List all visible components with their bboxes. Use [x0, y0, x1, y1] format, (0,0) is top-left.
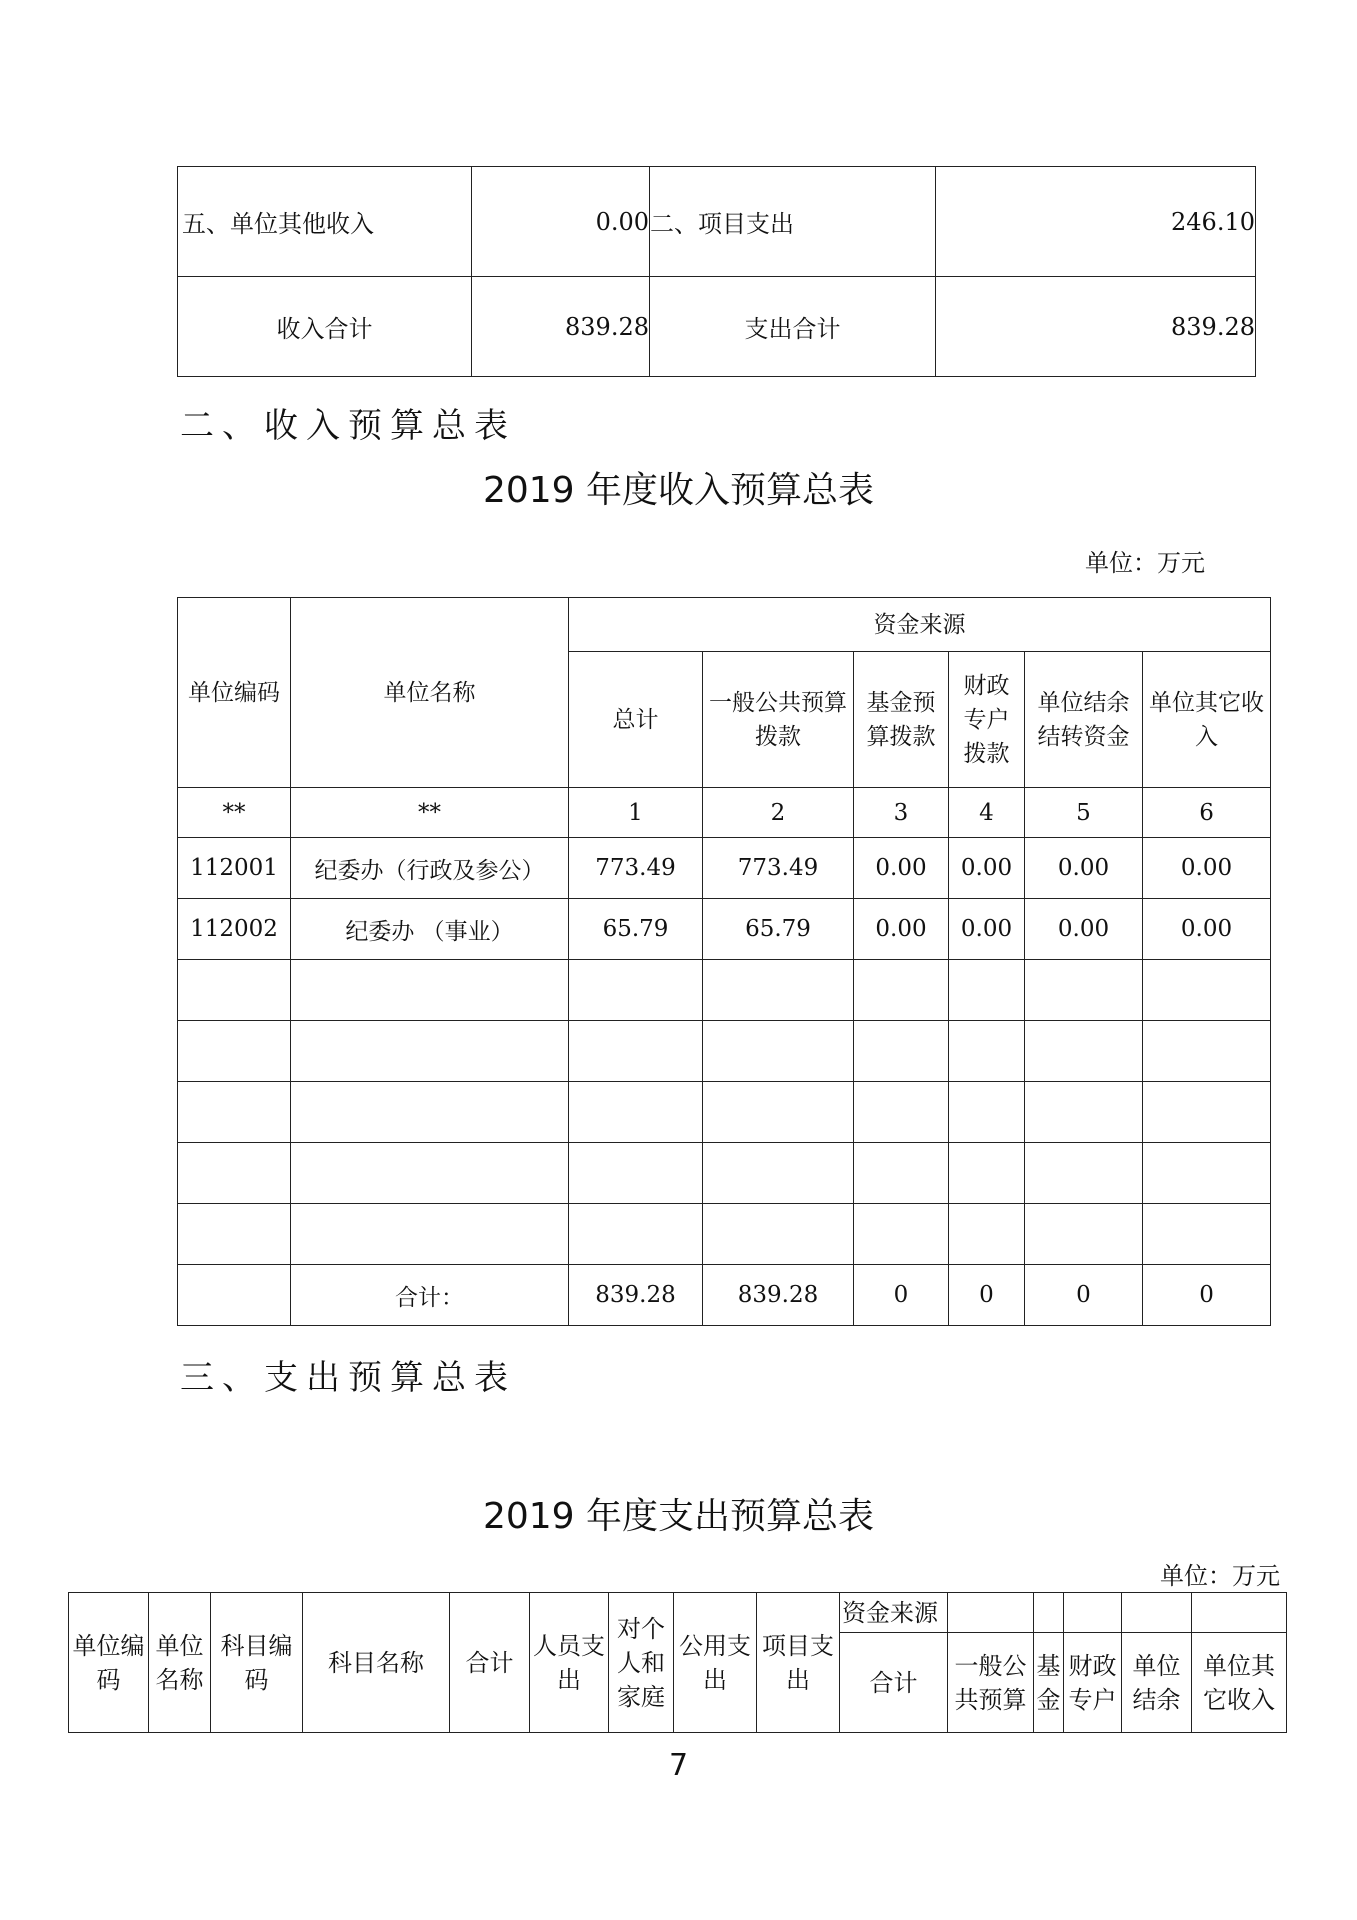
- expense-table-title: 2019 年度支出预算总表: [482, 1496, 875, 1537]
- table-row: [178, 838, 1271, 899]
- cell: 0: [949, 1265, 1025, 1326]
- income-total-label: 收入合计: [178, 277, 472, 377]
- cell-unit-code: 112002: [178, 899, 291, 960]
- table-row: [178, 1021, 1271, 1082]
- header-fund-budget: 基金预算拨款: [854, 652, 949, 788]
- expense-total-value: 839.28: [936, 277, 1256, 377]
- income-unit-label: 单位：万元: [1085, 549, 1205, 577]
- cell: 0.00: [1025, 899, 1143, 960]
- cell: 0.00: [854, 838, 949, 899]
- expense-total-label: 支出合计: [650, 277, 936, 377]
- income-table-title: 2019 年度收入预算总表: [482, 470, 875, 511]
- index-cell: 4: [949, 788, 1025, 838]
- cell-unit-name: 纪委办 （事业）: [291, 899, 569, 960]
- cell: 0.00: [949, 899, 1025, 960]
- header-total: 合计: [450, 1593, 530, 1733]
- header-unit-name: 单位名称: [149, 1593, 211, 1733]
- header-carryover: 单位结余: [1122, 1633, 1192, 1733]
- expense-unit-label: 单位：万元: [1160, 1562, 1280, 1590]
- index-cell: 5: [1025, 788, 1143, 838]
- cell: [178, 1265, 291, 1326]
- cell: 0.00: [949, 838, 1025, 899]
- header-public-use: 公用支出: [674, 1593, 757, 1733]
- header-project: 项目支出: [757, 1593, 840, 1733]
- cell: 0.00: [1143, 838, 1271, 899]
- header-other: 单位其它收入: [1192, 1633, 1287, 1733]
- header-blank: [948, 1593, 1034, 1633]
- expense-budget-table: [68, 1592, 1287, 1733]
- table-row: [178, 1143, 1271, 1204]
- table-row: [178, 960, 1271, 1021]
- header-blank: [1192, 1593, 1287, 1633]
- header-fund-source: 资金来源: [569, 598, 1271, 652]
- header-blank: [1034, 1593, 1064, 1633]
- header-general: 一般公共预算: [948, 1633, 1034, 1733]
- table-row: [178, 899, 1271, 960]
- expense-label: 二、项目支出: [650, 167, 936, 277]
- header-special: 财政专户: [1064, 1633, 1122, 1733]
- table-row: [178, 1082, 1271, 1143]
- table-row: [178, 167, 1256, 277]
- index-cell: **: [291, 788, 569, 838]
- cell: 0: [1143, 1265, 1271, 1326]
- cell: 0.00: [1143, 899, 1271, 960]
- cell: 0.00: [1025, 838, 1143, 899]
- header-other-income: 单位其它收入: [1143, 652, 1271, 788]
- cell: 65.79: [703, 899, 854, 960]
- header-blank: [1122, 1593, 1192, 1633]
- header-total: 总计: [569, 652, 703, 788]
- header-unit-code: 单位编码: [69, 1593, 149, 1733]
- index-cell: 2: [703, 788, 854, 838]
- header-subject-code: 科目编码: [211, 1593, 303, 1733]
- table-row: [178, 1204, 1271, 1265]
- income-total-value: 839.28: [472, 277, 650, 377]
- income-budget-table: [177, 597, 1271, 1326]
- header-fund-source: 资金来源: [840, 1593, 948, 1633]
- header-fund: 基金: [1034, 1633, 1064, 1733]
- income-value: 0.00: [472, 167, 650, 277]
- expense-value: 246.10: [936, 167, 1256, 277]
- index-cell: 1: [569, 788, 703, 838]
- section-heading-income: 二、收入预算总表: [180, 406, 516, 446]
- index-cell: **: [178, 788, 291, 838]
- header-unit-code: 单位编码: [178, 598, 291, 788]
- cell: 773.49: [703, 838, 854, 899]
- page-number: 7: [668, 1748, 689, 1783]
- cell-unit-name: 纪委办（行政及参公）: [291, 838, 569, 899]
- section-heading-expense: 三、支出预算总表: [180, 1358, 516, 1398]
- index-cell: 3: [854, 788, 949, 838]
- index-row: [178, 788, 1271, 838]
- cell-unit-code: 112001: [178, 838, 291, 899]
- cell: 0: [1025, 1265, 1143, 1326]
- cell: 0.00: [854, 899, 949, 960]
- header-individuals: 对个人和家庭: [609, 1593, 674, 1733]
- table-row: [178, 277, 1256, 377]
- cell: 839.28: [703, 1265, 854, 1326]
- total-row: [178, 1265, 1271, 1326]
- header-special-fund: 财政专户拨款: [949, 652, 1025, 788]
- cell: 65.79: [569, 899, 703, 960]
- income-label: 五、单位其他收入: [178, 167, 472, 277]
- index-cell: 6: [1143, 788, 1271, 838]
- cell: 773.49: [569, 838, 703, 899]
- header-subject-name: 科目名称: [303, 1593, 450, 1733]
- summary-table: [177, 166, 1256, 377]
- header-fs-total: 合计: [840, 1633, 948, 1733]
- header-carryover: 单位结余结转资金: [1025, 652, 1143, 788]
- header-unit-name: 单位名称: [291, 598, 569, 788]
- total-label: 合计：: [291, 1265, 569, 1326]
- cell: 839.28: [569, 1265, 703, 1326]
- header-general-budget: 一般公共预算拨款: [703, 652, 854, 788]
- cell: 0: [854, 1265, 949, 1326]
- header-blank: [1064, 1593, 1122, 1633]
- header-personnel: 人员支出: [530, 1593, 609, 1733]
